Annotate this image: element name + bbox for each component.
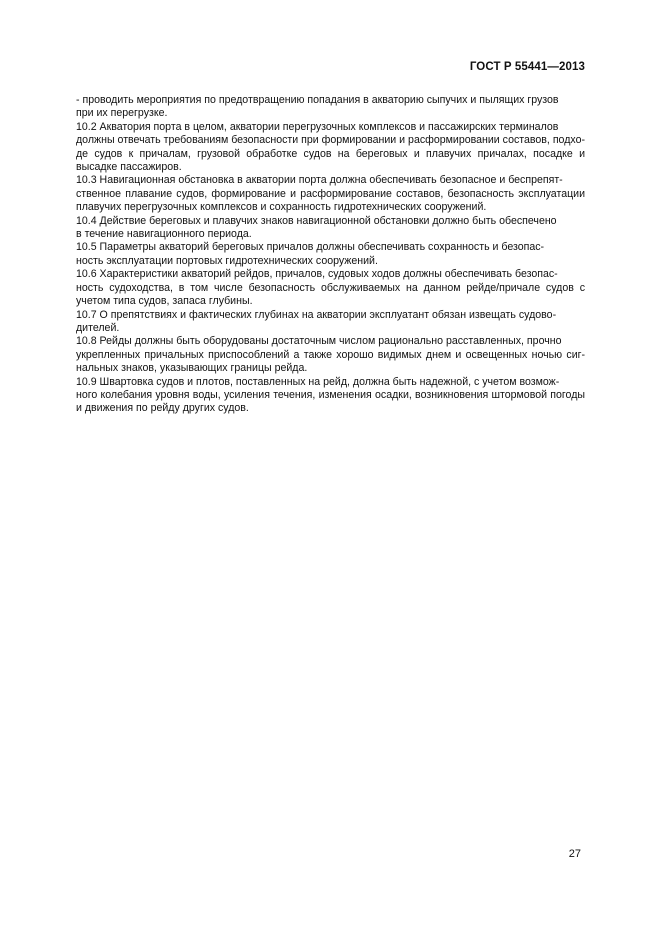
paragraph-first-line: 10.4 Действие береговых и плавучих знаков навигационной обстановки должно быть обеспечено [76, 214, 557, 227]
paragraph-10-5 [76, 241, 585, 268]
paragraph-10-2 [76, 121, 585, 175]
paragraph-continuation: должны отвечать требованиям безопасности при формировании и расформировании составов, подхо-де судов к причалам, грузовой обработке судов на береговых и плавучих причалах, посадке и высадке пассажиров. [76, 134, 585, 174]
page-number: 27 [568, 848, 581, 860]
paragraph-first-line: 10.3 Навигационная обстановка в акватории порта должна обеспечивать безопасное и беспрепят- [76, 174, 563, 187]
paragraph-first-line: 10.7 О препятствиях и фактических глубинах на акватории эксплуатант обязан извещать судово- [76, 308, 557, 321]
paragraph-first-line: 10.9 Швартовка судов и плотов, поставленных на рейд, должна быть надежной, с учетом возмож- [76, 375, 560, 388]
paragraph-continuation: ность эксплуатации портовых гидротехнических сооружений. [76, 254, 378, 267]
paragraph-10-9 [76, 376, 585, 416]
paragraph-10-8 [76, 335, 585, 375]
document-body [76, 94, 585, 416]
document-code-header: ГОСТ Р 55441—2013 [469, 61, 585, 73]
paragraph-continuation: при их перегрузке. [76, 107, 168, 120]
paragraph-10-7 [76, 309, 585, 336]
paragraph-continuation: в течение навигационного периода. [76, 228, 252, 241]
paragraph-dust-cargo [76, 94, 585, 121]
paragraph-first-line: 10.5 Параметры акваторий береговых причалов должны обеспечивать сохранность и безопас- [76, 241, 545, 254]
paragraph-10-3 [76, 174, 585, 214]
paragraph-continuation: укрепленных причальных приспособлений а также хорошо видимых днем и освещенных ночью сиг-нальных знаков, указывающих границы рейда. [76, 348, 585, 375]
paragraph-continuation: ность судоходства, в том числе безопасность обслуживаемых на данном рейде/причале судов с учетом типа судов, запаса глубины. [76, 281, 585, 308]
paragraph-10-4 [76, 215, 585, 242]
paragraph-first-line: 10.8 Рейды должны быть оборудованы достаточным числом рационально расставленных, прочно [76, 335, 562, 348]
paragraph-10-6 [76, 268, 585, 308]
paragraph-continuation: дителей. [76, 321, 120, 334]
paragraph-continuation: ного колебания уровня воды, усиления течения, изменения осадки, возникновения штормовой погоды и движения по рейду других судов. [76, 388, 585, 415]
paragraph-first-line: - проводить мероприятия по предотвращению попадания в акваторию сыпучих и пылящих грузов [76, 94, 559, 106]
paragraph-first-line: 10.6 Характеристики акваторий рейдов, причалов, судовых ходов должны обеспечивать безопас- [76, 268, 558, 281]
paragraph-first-line: 10.2 Акватория порта в целом, акватории перегрузочных комплексов и пассажирских терминалов [76, 120, 559, 133]
paragraph-continuation: ственное плавание судов, формирование и расформирование составов, безопасность эксплуатации плавучих перегрузочных комплексов и сохранность гидротехнических сооружений. [76, 187, 585, 214]
